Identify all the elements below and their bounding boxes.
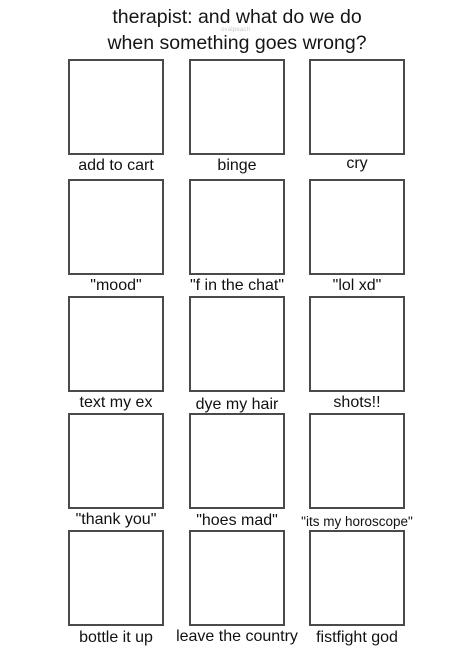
cell-label: dye my hair — [195, 396, 279, 413]
drawing-box[interactable] — [309, 296, 405, 392]
drawing-box[interactable] — [68, 413, 164, 509]
drawing-box[interactable] — [68, 530, 164, 626]
cell-label: shots!! — [333, 394, 381, 411]
grid-cell — [297, 413, 417, 533]
cell-label: "its my horoscope" — [301, 514, 413, 529]
title-line-2: when something goes wrong? — [107, 32, 367, 54]
grid-cell — [297, 179, 417, 299]
drawing-box[interactable] — [309, 59, 405, 155]
drawing-box[interactable] — [309, 413, 405, 509]
cell-label: text my ex — [79, 394, 153, 411]
cell-label: binge — [217, 157, 257, 174]
cell-label: "hoes mad" — [196, 512, 278, 529]
drawing-box[interactable] — [189, 59, 285, 155]
drawing-box[interactable] — [189, 530, 285, 626]
grid-cell — [297, 296, 417, 416]
drawing-box[interactable] — [309, 179, 405, 275]
cell-label: cry — [346, 155, 368, 172]
drawing-box[interactable] — [189, 179, 285, 275]
grid-cell — [297, 530, 417, 650]
cell-label: leave the country — [176, 628, 298, 645]
grid-cell — [297, 59, 417, 179]
drawing-box[interactable] — [189, 296, 285, 392]
drawing-box[interactable] — [309, 530, 405, 626]
cell-label: "thank you" — [75, 511, 157, 528]
drawing-box[interactable] — [189, 413, 285, 509]
cell-label: "mood" — [90, 277, 142, 294]
cell-label: add to cart — [78, 157, 154, 174]
cell-label: "lol xd" — [332, 277, 382, 294]
title-line-1: therapist: and what do we do — [112, 6, 362, 28]
drawing-box[interactable] — [68, 59, 164, 155]
cell-label: "f in the chat" — [189, 277, 285, 294]
cell-label: fistfight god — [316, 629, 398, 646]
cell-label: bottle it up — [79, 629, 153, 646]
drawing-box[interactable] — [68, 296, 164, 392]
drawing-box[interactable] — [68, 179, 164, 275]
watermark: ovalpeach — [221, 27, 251, 33]
